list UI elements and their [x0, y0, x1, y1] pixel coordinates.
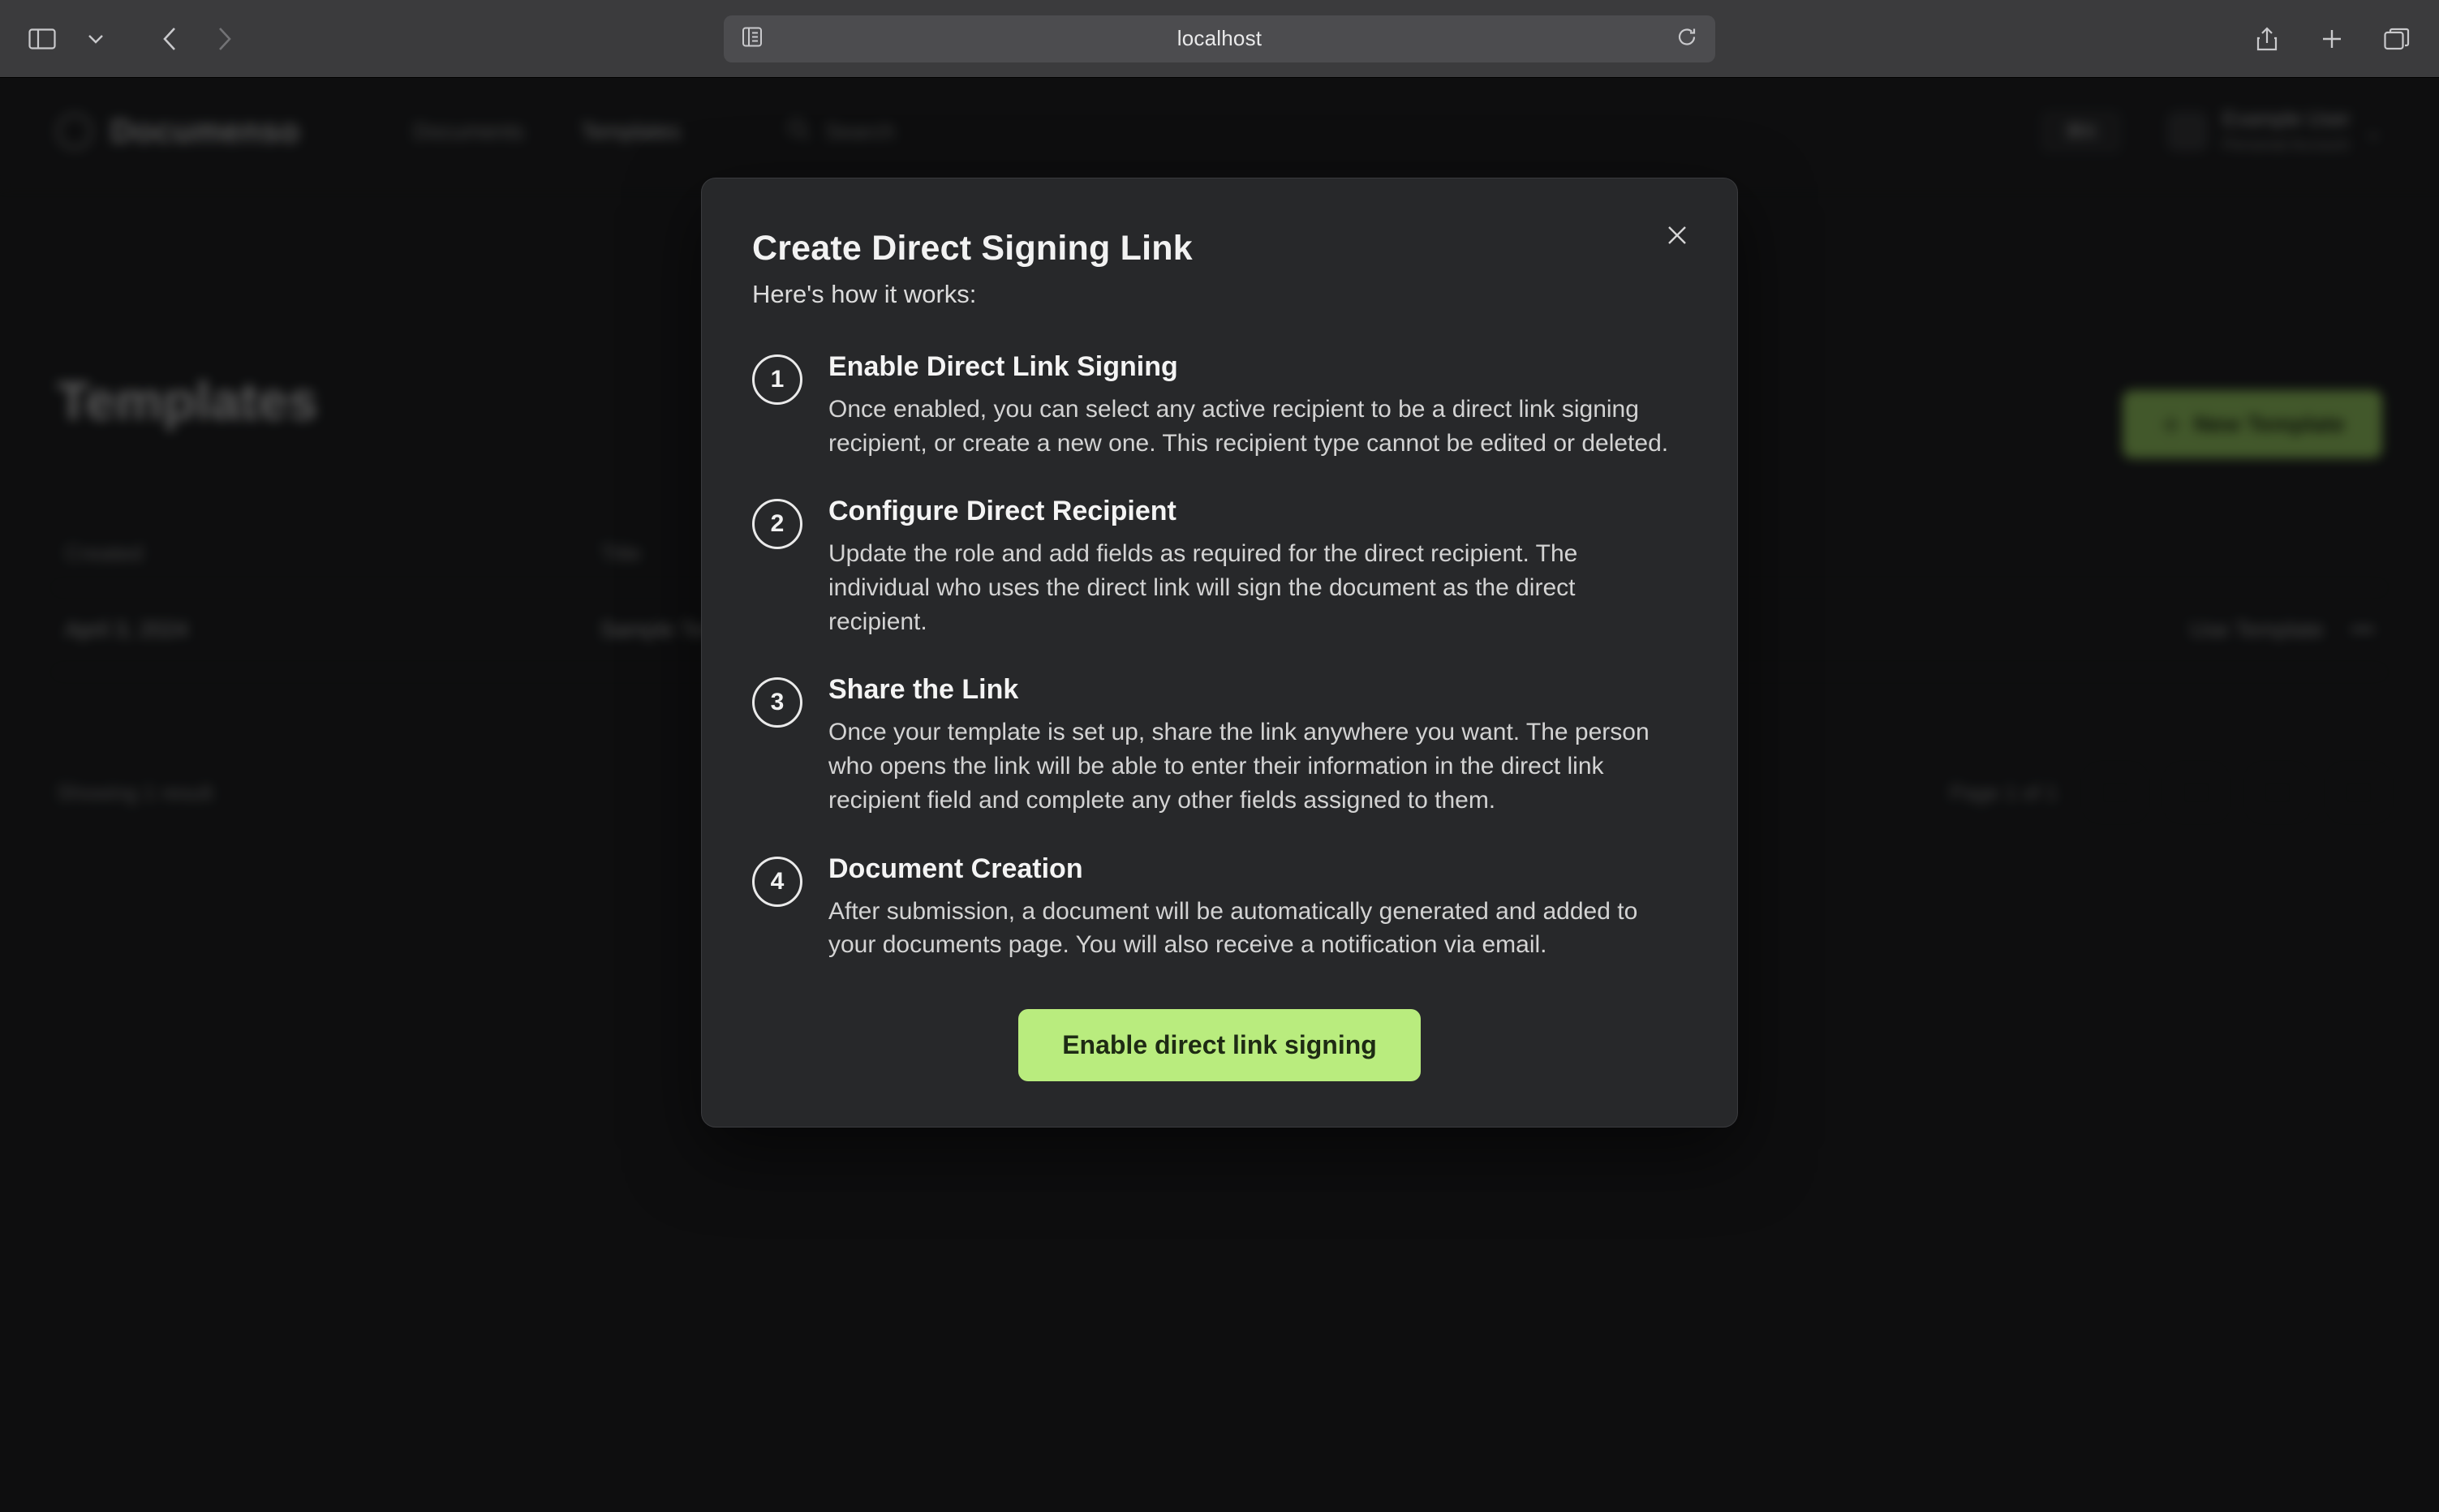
step-description: After submission, a document will be automatically generated and added to your documents page. You will also receive a notification via email.: [828, 897, 1638, 959]
step-number-badge: 1: [752, 354, 802, 405]
step-item: [752, 674, 1687, 817]
dialog-title: Create Direct Signing Link: [752, 229, 1193, 268]
step-number-badge: 4: [752, 857, 802, 907]
enable-direct-link-signing-button[interactable]: Enable direct link signing: [1018, 1009, 1421, 1081]
step-title: Enable Direct Link Signing: [828, 351, 1178, 382]
tab-overview-icon[interactable]: [2377, 21, 2416, 57]
sidebar-toggle-icon[interactable]: [23, 21, 62, 57]
plus-icon[interactable]: [2312, 21, 2351, 57]
reader-view-icon[interactable]: [742, 26, 763, 51]
step-item: [752, 351, 1687, 460]
step-title: Configure Direct Recipient: [828, 496, 1176, 527]
sidebar-chevron-down-icon[interactable]: [76, 21, 115, 57]
url-text[interactable]: localhost: [1176, 26, 1263, 50]
step-number-badge: 2: [752, 499, 802, 549]
address-bar-container: [724, 15, 1715, 62]
toolbar-left-group: [0, 21, 243, 57]
dialog-actions: [752, 1009, 1687, 1081]
dialog-subtitle: Here's how it works:: [752, 280, 977, 308]
step-description: Update the role and add fields as required for the direct recipient. The individual who uses the direct link will sign the document as the direct recipient.: [828, 540, 1578, 635]
step-description: Once your template is set up, share the link anywhere you want. The person who opens the link will be able to enter their information in the direct link recipient field and complete any other fields assigned to them.: [828, 719, 1650, 814]
step-description: Once enabled, you can select any active recipient to be a direct link signing recipient, or create a new one. This recipient type cannot be edited or deleted.: [828, 396, 1669, 457]
toolbar-right-group: [2248, 21, 2416, 57]
back-arrow-icon[interactable]: [151, 21, 190, 57]
step-item: [752, 853, 1687, 962]
close-icon[interactable]: [1656, 214, 1698, 256]
browser-toolbar: [0, 0, 2439, 78]
page-viewport: [0, 78, 2439, 1512]
step-number-badge: 3: [752, 677, 802, 728]
reload-icon[interactable]: [1676, 26, 1697, 51]
step-item: [752, 496, 1687, 638]
forward-arrow-icon[interactable]: [204, 21, 243, 57]
step-title: Document Creation: [828, 853, 1083, 884]
address-bar[interactable]: [724, 15, 1715, 62]
steps-list: [752, 351, 1687, 962]
create-direct-signing-link-dialog: [701, 178, 1738, 1128]
step-title: Share the Link: [828, 674, 1019, 706]
share-icon[interactable]: [2248, 21, 2286, 57]
